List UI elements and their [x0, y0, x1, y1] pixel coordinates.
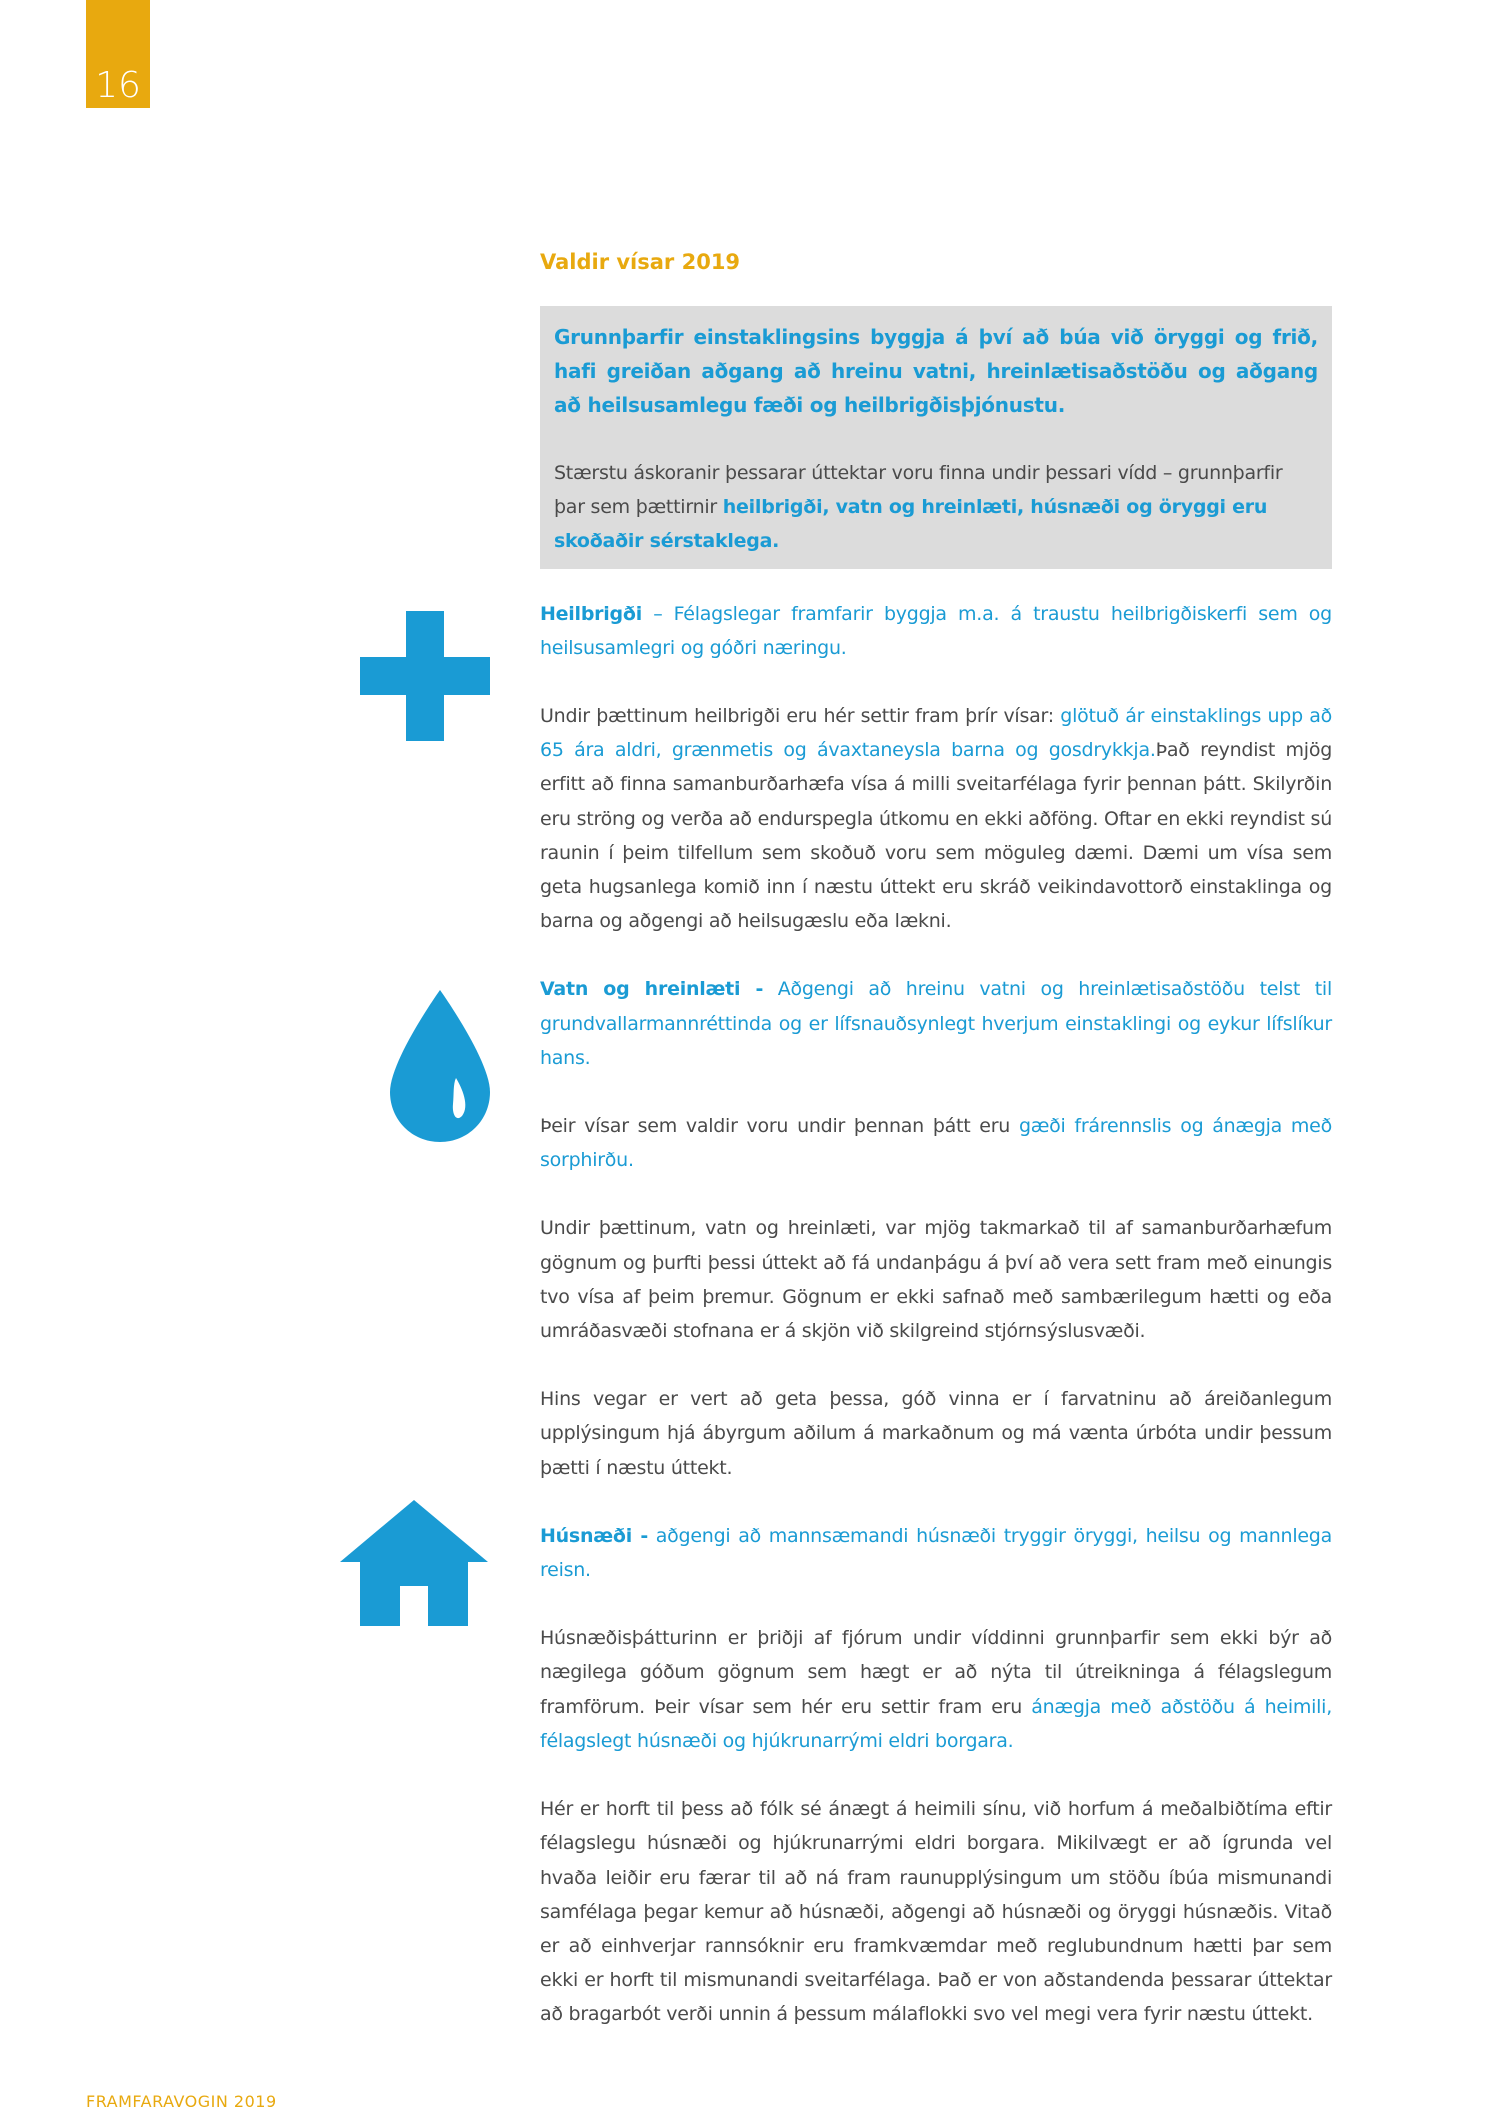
house-icon: [340, 1500, 488, 1626]
health-title: Heilbrigði: [540, 602, 642, 625]
housing-intro: [540, 1519, 1332, 1587]
water-indicators: gæði frárennslis og ánægja með sorphirðu.: [540, 1115, 1332, 1172]
water-paragraph-3: Hins vegar er vert að geta þessa, góð vinna er í farvatninu að áreiðanlegum upplýsingum hjá ábyrgum aðilum á markaðnum og má vænta úrbóta undir þessum þætti í næstu úttekt.: [540, 1388, 1332, 1479]
main-content: [540, 250, 1332, 2066]
water-p1-pre: Þeir vísar sem valdir voru undir þennan þátt eru: [540, 1115, 1019, 1138]
water-drop-icon: [390, 990, 490, 1142]
medical-cross-icon: [360, 611, 490, 741]
highlight-text-bold: heilbrigði, vatn og hreinlæti, húsnæði og öryggi eru skoðaðir sérstaklega.: [554, 496, 1268, 553]
section-heading: Valdir vísar 2019: [540, 250, 741, 274]
health-intro-text: – Félagslegar framfarir byggja m.a. á traustu heilbrigðiskerfi sem og heilsusamlegri og góðri næringu.: [540, 602, 1332, 659]
housing-paragraph-1: [540, 1621, 1332, 1758]
housing-indicators: ánægja með aðstöðu á heimili, félagslegt húsnæði og hjúkrunarrými eldri borgara.: [540, 1695, 1332, 1752]
health-intro: [540, 597, 1332, 665]
water-paragraph-1: [540, 1109, 1332, 1177]
highlight-box: [540, 306, 1332, 569]
water-title: Vatn og hreinlæti -: [540, 978, 764, 1001]
health-p1-pre: Undir þættinum heilbrigði eru hér settir fram þrír vísar:: [540, 705, 1061, 728]
housing-title: Húsnæði -: [540, 1524, 648, 1547]
housing-intro-text: aðgengi að mannsæmandi húsnæði tryggir öryggi, heilsu og mannlega reisn.: [540, 1524, 1332, 1582]
health-paragraph: [540, 699, 1332, 938]
water-paragraph-2: Undir þættinum, vatn og hreinlæti, var mjög takmarkað til af samanburðarhæfum gögnum og þurfti þessi úttekt að fá undanþágu á því að vera sett fram með einungis tvo vísa af þeim þremur. Gögnum er ekki safnað með sambærilegum hætti og eða umráðasvæði stofnana er á skjön við skilgreind stjórnsýslusvæði.: [540, 1217, 1332, 1343]
housing-p1-pre: Húsnæðisþátturinn er þriðji af fjórum undir víddinni grunnþarfir sem ekki býr að nægilega góðum gögnum sem hægt er að nýta til útreikninga á félagslegum framförum. Þeir vísar sem hér eru settir fram eru: [540, 1627, 1332, 1718]
highlight-lead: Grunnþarfir einstaklingsins byggja á því að búa við öryggi og frið, hafi greiðan aðgang að hreinu vatni, hreinlætisaðstöðu og aðgang að heilsusamlegu fæði og heilbrigðisþjónustu.: [554, 325, 1318, 417]
page-number: 16: [86, 0, 150, 108]
housing-paragraph-2: Hér er horft til þess að fólk sé ánægt á heimili sínu, við horfum á meðalbiðtíma eftir félagslegu húsnæði og hjúkrunarrými eldri borgara. Mikilvægt er að ígrunda vel hvaða leiðir eru færar til að ná fram raunupplýsingum um stöðu íbúa mismunandi samfélaga þegar kemur að húsnæði, aðgengi að húsnæði og öryggi húsnæðis. Vitað er að einhverjar rannsóknir eru framkvæmdar með reglubundnum hætti þar sem ekki er horft til mismunandi sveitarfélaga. Það er von aðstandenda þessarar úttektar að bragarbót verði unnin á þessum málaflokki svo vel megi vera fyrir næstu úttekt.: [540, 1798, 1332, 2026]
health-p1-post: Það reyndist mjög erfitt að finna samanburðarhæfa vísa á milli sveitarfélaga fyrir þennan þátt. Skilyrðin eru ströng og verða að endurspegla útkomu en ekki aðföng. Oftar en ekki reyndist sú raunin í þeim tilfellum sem skoðuð voru sem möguleg dæmi. Dæmi um vísa sem geta hugsanlega komið inn í næstu úttekt eru skráð veikindavottorð einstaklinga og barna og aðgengi að heilsugæslu eða lækni.: [540, 739, 1333, 933]
water-intro-text: Aðgengi að hreinu vatni og hreinlætisaðstöðu telst til grundvallarmannréttinda og er lífsnauðsynlegt hverjum einstaklingi og eykur lífslíkur hans.: [540, 978, 1332, 1069]
health-indicators: glötuð ár einstaklings upp að 65 ára aldri, grænmetis og ávaxtaneysla barna og gosdrykkja.: [540, 705, 1333, 762]
footer-title: FRAMFARAVOGIN 2019: [86, 2092, 277, 2111]
water-intro: [540, 972, 1332, 1075]
highlight-text: [554, 456, 1318, 559]
highlight-text-pre: Stærstu áskoranir þessarar úttektar voru finna undir þessari vídd – grunnþarfir þar sem þættirnir: [554, 462, 1283, 519]
